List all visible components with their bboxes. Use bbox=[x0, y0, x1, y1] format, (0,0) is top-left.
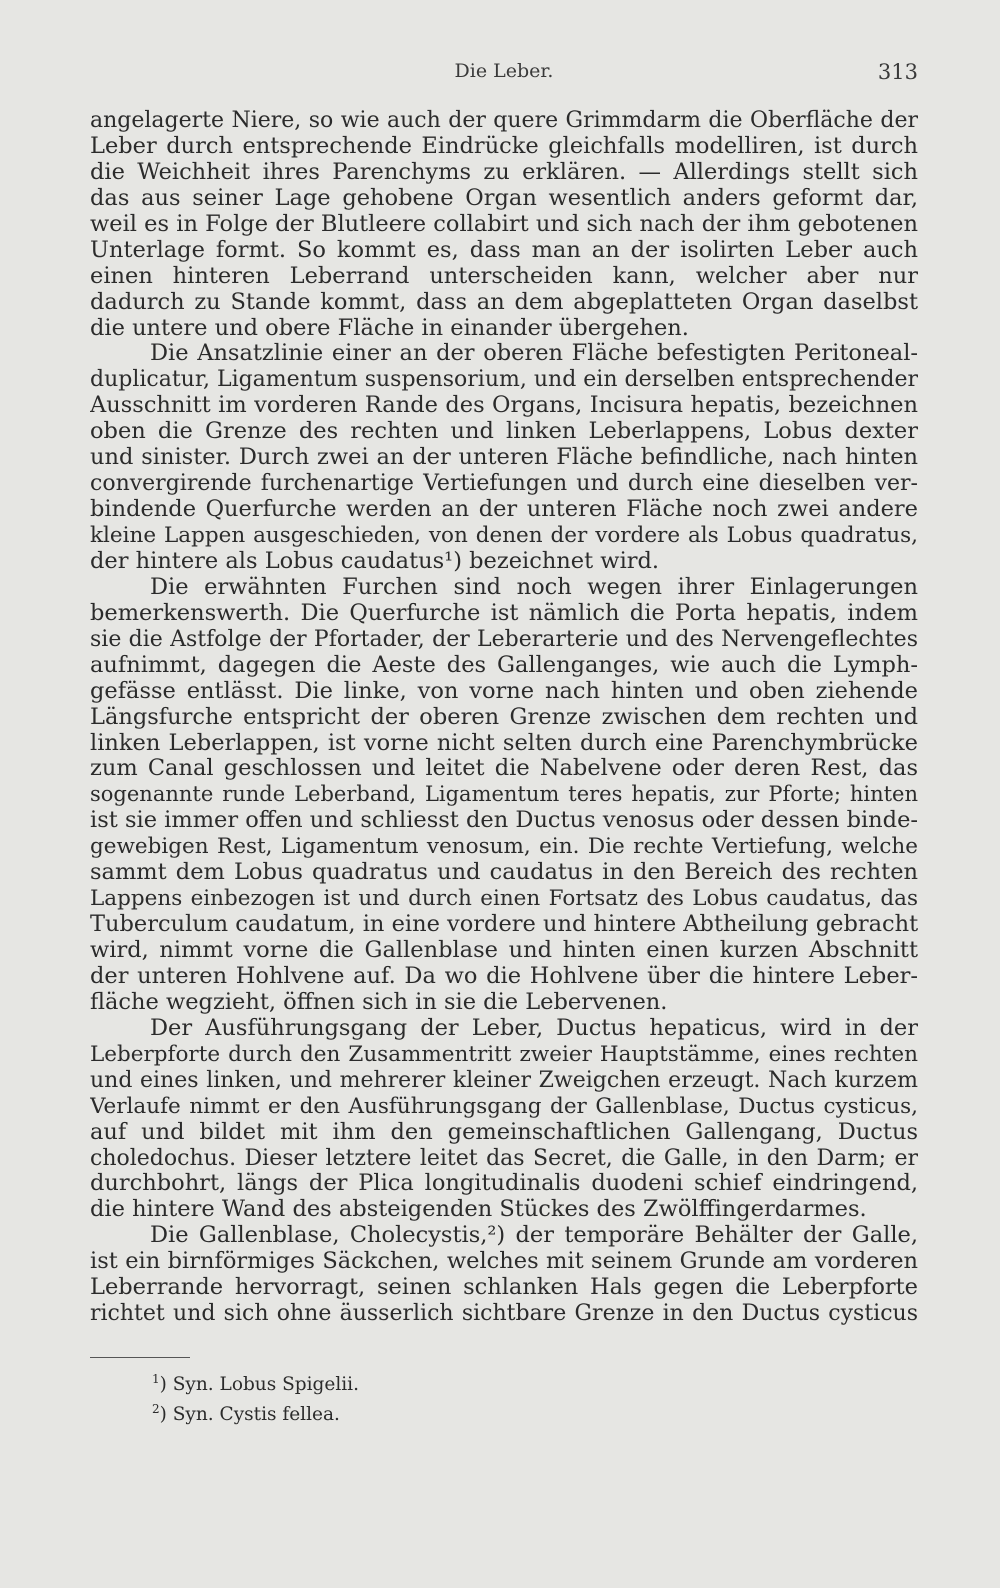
text-line: zum Canal geschlossen und leitet die Nabelvene oder deren Rest, das bbox=[90, 756, 918, 782]
body-text bbox=[90, 108, 918, 1327]
text-line: choledochus. Dieser letztere leitet das Secret, die Galle, in den Darm; er bbox=[90, 1145, 918, 1171]
footnotes bbox=[152, 1367, 652, 1427]
text-line: einen hinteren Leberrand unterscheiden kann, welcher aber nur bbox=[90, 263, 918, 289]
text-line: weil es in Folge der Blutleere collabirt und sich nach der ihm gebotenen bbox=[90, 211, 918, 237]
text-line: durchbohrt, längs der Plica longitudinalis duodeni schief eindringend, bbox=[90, 1171, 918, 1197]
text-line: ist ein birnförmiges Säckchen, welches mit seinem Grunde am vorderen bbox=[90, 1249, 918, 1275]
text-line: und eines linken, und mehrerer kleiner Zweigchen erzeugt. Nach kurzem bbox=[90, 1067, 918, 1093]
text-line: oben die Grenze des rechten und linken Leberlappens, Lobus dexter bbox=[90, 419, 918, 445]
text-line: Längsfurche entspricht der oberen Grenze zwischen dem rechten und bbox=[90, 704, 918, 730]
text-line: auf und bildet mit ihm den gemeinschaftlichen Gallengang, Ductus bbox=[90, 1119, 918, 1145]
paragraph-first-line: Die Gallenblase, Cholecystis,²) der temporäre Behälter der Galle, bbox=[150, 1223, 918, 1249]
text-line: die hintere Wand des absteigenden Stückes des Zwölffingerdarmes. bbox=[90, 1197, 867, 1223]
text-line: angelagerte Niere, so wie auch der quere Grimmdarm die Oberfläche der bbox=[90, 108, 918, 133]
text-line: sammt dem Lobus quadratus und caudatus in den Bereich des rechten bbox=[90, 860, 918, 886]
text-line: dadurch zu Stande kommt, dass an dem abgeplatteten Organ daselbst bbox=[90, 289, 918, 315]
text-line: Leberrande hervorragt, seinen schlanken Hals gegen die Leberpforte bbox=[90, 1275, 918, 1301]
text-line: bindende Querfurche werden an der unteren Fläche noch zwei andere bbox=[90, 497, 918, 523]
paragraph-first-line: Die Ansatzlinie einer an der oberen Fläche befestigten Peritoneal- bbox=[150, 341, 918, 367]
text-line: Verlaufe nimmt er den Ausführungsgang der Gallenblase, Ductus cysticus, bbox=[90, 1093, 918, 1119]
text-line: fläche wegzieht, öffnen sich in sie die Lebervenen. bbox=[90, 989, 668, 1015]
text-line: Unterlage formt. So kommt es, dass man an der isolirten Leber auch bbox=[90, 237, 918, 263]
text-line: Lappens einbezogen ist und durch einen Fortsatz des Lobus caudatus, das bbox=[90, 886, 918, 912]
footnote bbox=[152, 1397, 652, 1427]
text-line: Leberpforte durch den Zusammentritt zweier Hauptstämme, eines rechten bbox=[90, 1041, 918, 1067]
text-line: Leber durch entsprechende Eindrücke gleichfalls modelliren, ist durch bbox=[90, 133, 918, 159]
footnote-text: ) Syn. Lobus Spigelii. bbox=[159, 1374, 359, 1396]
text-line: sie die Astfolge der Pfortader, der Leberarterie und des Nervengeflechtes bbox=[90, 626, 918, 652]
footnote-mark: 1 bbox=[152, 1372, 160, 1386]
text-line: richtet und sich ohne äusserlich sichtbare Grenze in den Ductus cysticus bbox=[90, 1301, 918, 1327]
text-line: die Weichheit ihres Parenchyms zu erklären. — Allerdings stellt sich bbox=[90, 159, 918, 185]
text-line: Tuberculum caudatum, in eine vordere und hintere Abtheilung gebracht bbox=[90, 912, 918, 938]
text-line: wird, nimmt vorne die Gallenblase und hinten einen kurzen Abschnitt bbox=[90, 938, 918, 963]
text-line: das aus seiner Lage gehobene Organ wesentlich anders geformt dar, bbox=[90, 185, 918, 211]
footnote bbox=[152, 1367, 652, 1397]
text-line: bemerkenswerth. Die Querfurche ist nämlich die Porta hepatis, indem bbox=[90, 600, 918, 626]
text-line: der hintere als Lobus caudatus¹) bezeichnet wird. bbox=[90, 548, 660, 574]
page-number: 313 bbox=[877, 60, 918, 84]
text-line: convergirende furchenartige Vertiefungen und durch eine dieselben ver- bbox=[90, 471, 918, 497]
text-line: der unteren Hohlvene auf. Da wo die Hohlvene über die hintere Leber- bbox=[90, 963, 918, 989]
footnote-mark: 2 bbox=[152, 1402, 160, 1417]
footnote-rule bbox=[90, 1357, 190, 1358]
footnote-text: ) Syn. Cystis fellea. bbox=[159, 1404, 340, 1426]
text-line: kleine Lappen ausgeschieden, von denen der vordere als Lobus quadratus, bbox=[90, 523, 918, 548]
text-line: duplicatur, Ligamentum suspensorium, und ein derselben entsprechender bbox=[90, 367, 918, 393]
text-line: Ausschnitt im vorderen Rande des Organs, Incisura hepatis, bezeichnen bbox=[90, 393, 918, 419]
running-title: Die Leber. bbox=[454, 60, 554, 82]
paragraph-first-line: Der Ausführungsgang der Leber, Ductus hepaticus, wird in der bbox=[150, 1015, 918, 1041]
text-line: aufnimmt, dagegen die Aeste des Gallenganges, wie auch die Lymph- bbox=[90, 652, 918, 678]
text-line: gewebigen Rest, Ligamentum venosum, ein. Die rechte Vertiefung, welche bbox=[90, 834, 918, 860]
text-line: und sinister. Durch zwei an der unteren Fläche befindliche, nach hinten bbox=[90, 445, 918, 471]
paragraph-first-line: Die erwähnten Furchen sind noch wegen ihrer Einlagerungen bbox=[150, 574, 918, 600]
text-line: die untere und obere Fläche in einander übergehen. bbox=[90, 315, 689, 341]
text-line: sogenannte runde Leberband, Ligamentum teres hepatis, zur Pforte; hinten bbox=[90, 782, 918, 807]
text-line: ist sie immer offen und schliesst den Ductus venosus oder dessen binde- bbox=[90, 808, 918, 834]
text-line: linken Leberlappen, ist vorne nicht selten durch eine Parenchymbrücke bbox=[90, 730, 918, 756]
running-head bbox=[90, 60, 918, 88]
text-line: gefässe entlässt. Die linke, von vorne nach hinten und oben ziehende bbox=[90, 678, 918, 704]
